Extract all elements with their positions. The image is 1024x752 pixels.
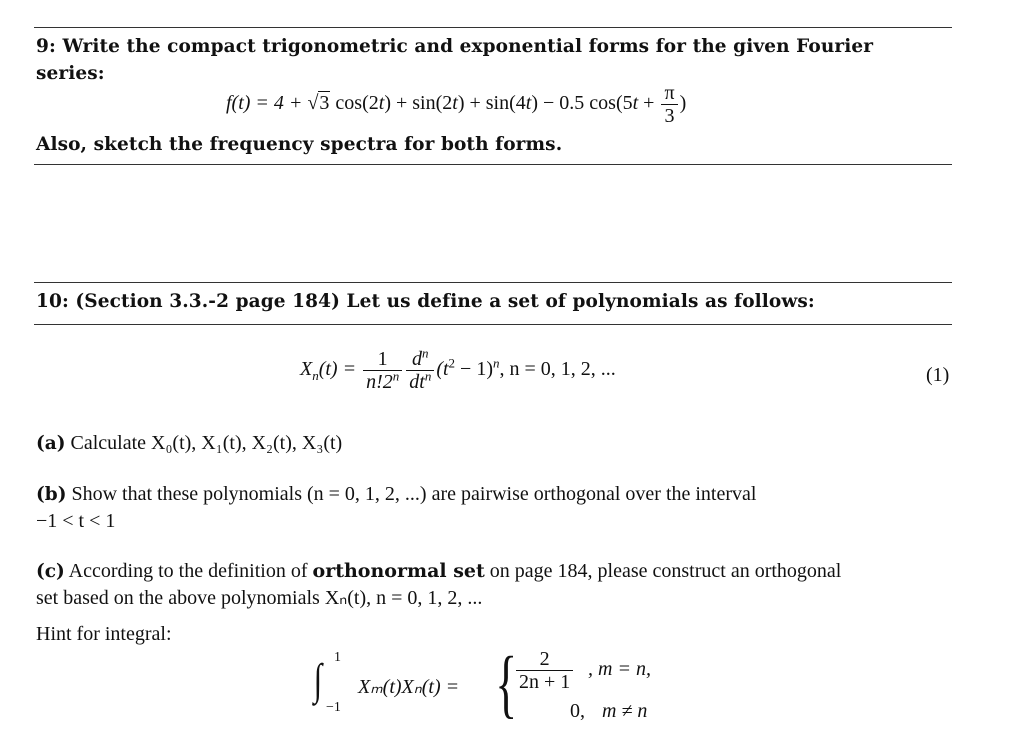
q9-also-text: Also, sketch the frequency spectra for both forms. — [36, 134, 563, 155]
derivative-operator-fraction: $\frac{d^n}{dt^n}$ — [406, 348, 434, 393]
part-c-line2: set based on the above polynomials Xₙ(t), n = 0, 1, 2, ... — [36, 587, 483, 609]
q10-top-rule — [34, 282, 952, 283]
q9-formula: f(t) = 4 + √3 cos(2t) + sin(2t) + sin(4t) − 0.5 cos(5t + $\frac{\pi}{3}$ ) — [226, 82, 687, 127]
q9-heading — [36, 33, 936, 87]
integral-lower-limit: −1 — [326, 700, 341, 715]
q9-formula-lhs: f(t) = 4 + — [226, 92, 308, 115]
q9-bottom-rule — [34, 164, 952, 165]
case2-condition: m ≠ n — [602, 700, 648, 722]
part-b-line2: −1 < t < 1 — [36, 510, 116, 532]
part-a-text: Calculate X₀(t), X₁(t), X₂(t), X₃(t) — [65, 432, 343, 454]
case2-value: 0, — [570, 700, 585, 722]
q10-heading-rule — [34, 324, 952, 325]
one-over-n-factorial-fraction: $\frac{1}{n!2^n}$ — [363, 348, 402, 393]
part-b-line1: Show that these polynomials (n = 0, 1, 2, ...) are pairwise orthogonal over the interval — [66, 483, 757, 505]
part-c: (c) According to the definition of orthonormal set on page 184, please construct an orthogonal set based on the above polynomials Xₙ(t), n = 0, 1, 2, ... — [36, 558, 966, 612]
integral-sign: ∫ — [313, 655, 323, 704]
equation-number: (1) — [926, 364, 950, 386]
hint-label: Hint for integral: — [36, 623, 172, 645]
part-a-label: (a) — [36, 433, 66, 454]
q9-heading-line1: 9: Write the compact trigonometric and exponential forms for the given Fourier — [36, 36, 874, 57]
q10-heading: 10: (Section 3.3.-2 page 184) Let us define a set of polynomials as follows: — [36, 291, 815, 312]
part-c-label: (c) — [36, 561, 65, 582]
case1-condition: , m = n, — [588, 658, 651, 680]
top-rule — [34, 27, 952, 28]
sqrt-symbol: √3 — [307, 92, 330, 115]
cases-brace: { — [495, 642, 518, 726]
q9-heading-line2: series: — [36, 63, 105, 84]
orthonormal-set-term: orthonormal set — [312, 560, 485, 582]
case1-fraction: $\frac{2}{2n + 1}$ — [516, 648, 573, 693]
part-b — [36, 481, 966, 535]
polynomial-definition: $X_n(t)$ = $\frac{1}{n!2^n}$ $\frac{d^n}{dt^n}$ $(t^2 - 1)^n$, n = 0, 1, 2, ... — [300, 345, 616, 393]
part-b-label: (b) — [36, 484, 67, 505]
pi-over-3-fraction: $\frac{\pi}{3}$ — [661, 82, 677, 127]
part-a — [36, 430, 966, 457]
hint-integral — [312, 642, 732, 726]
integrand: Xₘ(t)Xₙ(t) = — [358, 676, 460, 698]
integral-upper-limit: 1 — [334, 650, 341, 665]
